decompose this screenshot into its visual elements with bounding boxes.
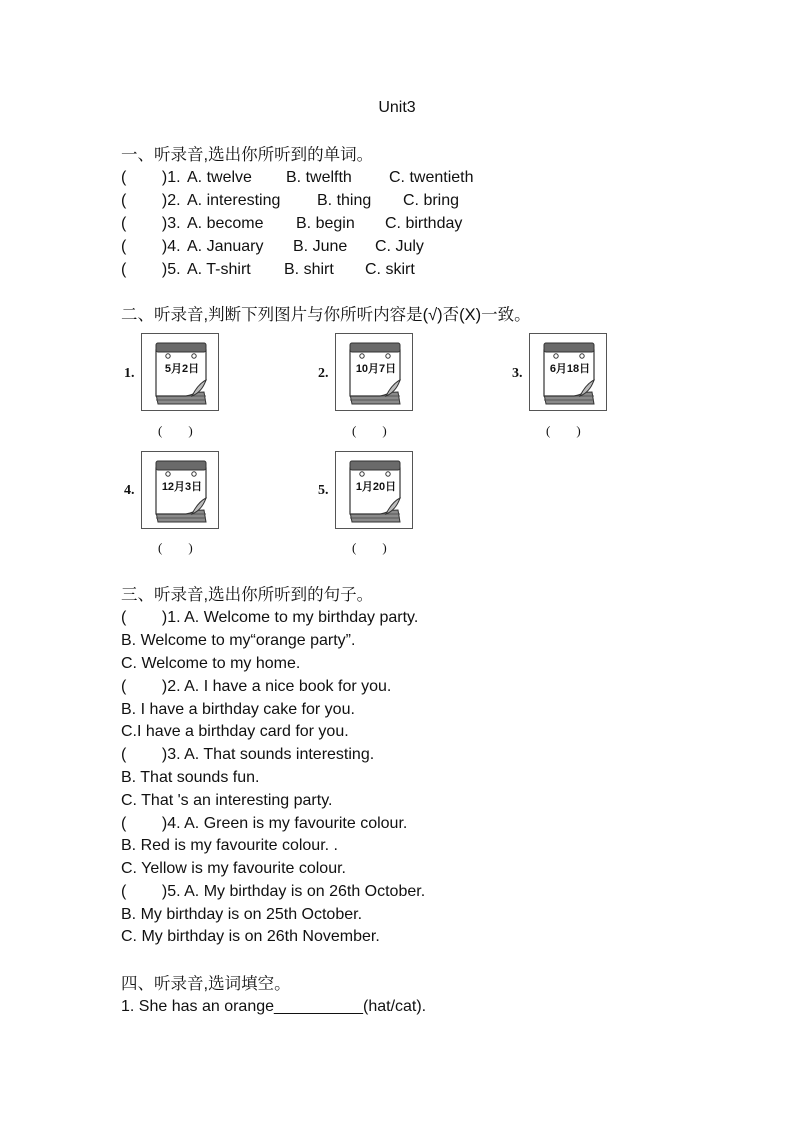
question-line: ( )5. A. My birthday is on 26th October. xyxy=(121,883,426,900)
answer-blank: ( )1. xyxy=(121,169,181,186)
option-c: C. twentieth xyxy=(389,169,474,186)
option-line: C.I have a birthday card for you. xyxy=(121,723,349,740)
calendar-picture xyxy=(141,451,219,529)
option-a: A. interesting xyxy=(187,192,281,209)
question-line: ( )2. A. I have a nice book for you. xyxy=(121,678,392,695)
section4-heading: 四、听录音,选词填空。 xyxy=(121,975,291,993)
calendar-picture xyxy=(335,451,413,529)
page-title: Unit3 xyxy=(378,99,416,116)
calendar-date: 12月3日 xyxy=(161,481,203,493)
section2-heading: 二、听录音,判断下列图片与你所听内容是(√)否(X)一致。 xyxy=(121,306,531,324)
option-line: C. Yellow is my favourite colour. xyxy=(121,860,346,877)
option-a: A. T-shirt xyxy=(187,261,251,278)
option-b: B. twelfth xyxy=(286,169,352,186)
option-c: C. bring xyxy=(403,192,460,209)
answer-blank: ( ) xyxy=(352,540,387,555)
option-line: B. That sounds fun. xyxy=(121,769,260,786)
question-line: ( )1. A. Welcome to my birthday party. xyxy=(121,609,419,626)
option-line: C. Welcome to my home. xyxy=(121,655,301,672)
calendar-date: 5月2日 xyxy=(164,363,200,375)
question-line: ( )4. A. Green is my favourite colour. xyxy=(121,815,408,832)
option-a: A. twelve xyxy=(187,169,252,186)
calendar-date: 6月18日 xyxy=(549,363,591,375)
calendar-date: 10月7日 xyxy=(355,363,397,375)
option-line: B. I have a birthday cake for you. xyxy=(121,701,355,718)
section1-heading: 一、听录音,选出你所听到的单词。 xyxy=(121,146,374,164)
option-c: C. birthday xyxy=(385,215,463,232)
answer-blank: ( )4. xyxy=(121,238,181,255)
option-c: C. skirt xyxy=(365,261,415,278)
option-line: B. My birthday is on 25th October. xyxy=(121,906,363,923)
option-line: C. That 's an interesting party. xyxy=(121,792,333,809)
answer-blank: ( ) xyxy=(352,423,387,438)
picture-number: 1. xyxy=(124,366,135,381)
fill-in-line: 1. She has an orange__________(hat/cat). xyxy=(121,998,427,1015)
picture-number: 3. xyxy=(512,366,523,381)
calendar-picture xyxy=(335,333,413,411)
question-line: ( )3. A. That sounds interesting. xyxy=(121,746,375,763)
option-c: C. July xyxy=(375,238,424,255)
calendar-date: 1月20日 xyxy=(355,481,397,493)
option-line: B. Red is my favourite colour. . xyxy=(121,837,338,854)
option-line: B. Welcome to my“orange party”. xyxy=(121,632,356,649)
answer-blank: ( )5. xyxy=(121,261,181,278)
answer-blank: ( ) xyxy=(546,423,581,438)
calendar-picture xyxy=(529,333,607,411)
option-b: B. shirt xyxy=(284,261,334,278)
option-b: B. June xyxy=(293,238,348,255)
option-b: B. begin xyxy=(296,215,355,232)
option-b: B. thing xyxy=(317,192,372,209)
calendar-picture xyxy=(141,333,219,411)
section3-heading: 三、听录音,选出你所听到的句子。 xyxy=(121,586,374,604)
answer-blank: ( ) xyxy=(158,423,193,438)
option-a: A. become xyxy=(187,215,264,232)
answer-blank: ( )2. xyxy=(121,192,181,209)
answer-blank: ( )3. xyxy=(121,215,181,232)
picture-number: 2. xyxy=(318,366,329,381)
answer-blank: ( ) xyxy=(158,540,193,555)
picture-number: 4. xyxy=(124,483,135,498)
option-line: C. My birthday is on 26th November. xyxy=(121,928,380,945)
option-a: A. January xyxy=(187,238,264,255)
picture-number: 5. xyxy=(318,483,329,498)
